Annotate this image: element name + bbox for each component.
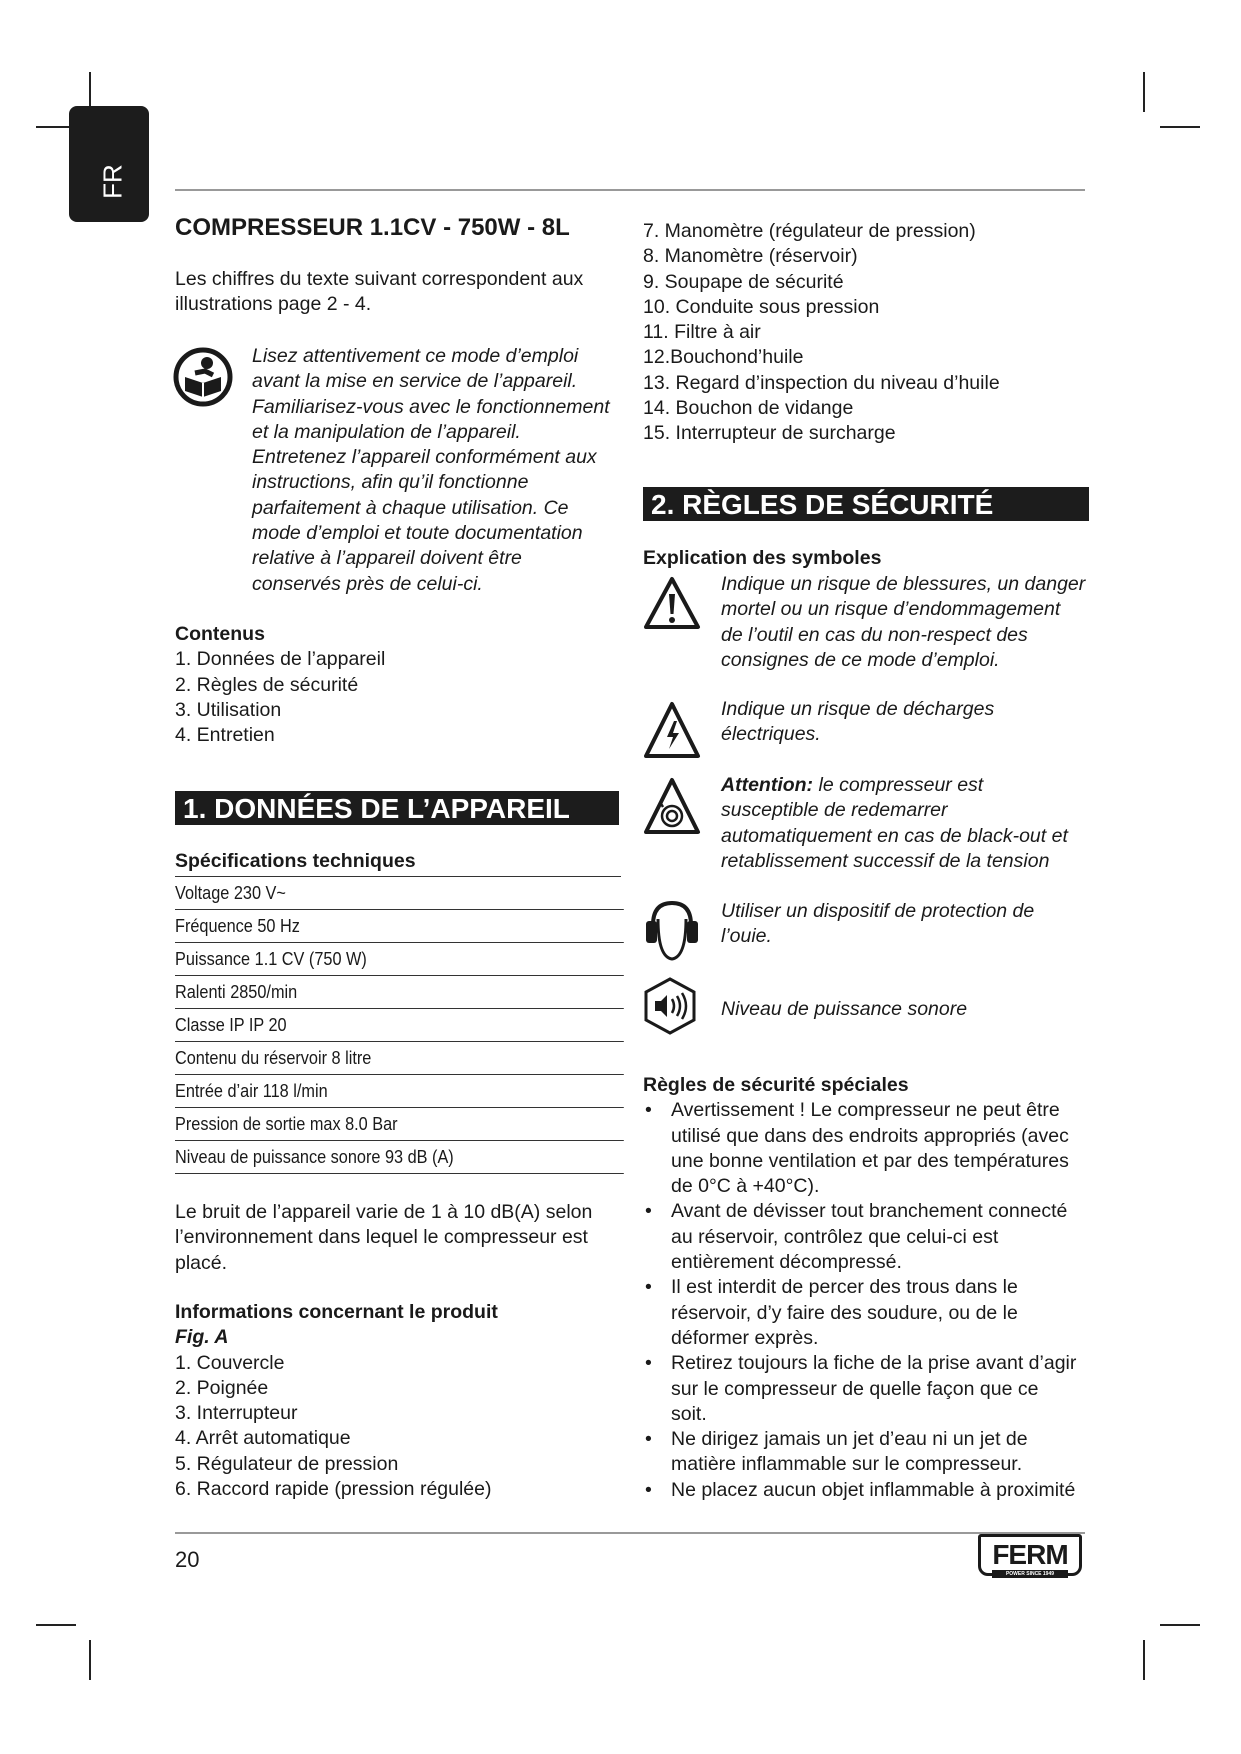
list-item bbox=[643, 1427, 1103, 1478]
symbol-text bbox=[721, 997, 1121, 1022]
rule-line: soit. bbox=[671, 1402, 707, 1425]
note-line: instructions, afin qu’il fonctionne bbox=[252, 471, 529, 494]
list-item bbox=[643, 1275, 1103, 1351]
rule-line: au réservoir, contrôlez que celui-ci est bbox=[671, 1225, 999, 1248]
rule-line: sur le compresseur de quelle façon que ce bbox=[671, 1377, 1039, 1400]
symbol-line: automatiquement en cas de black-out et bbox=[721, 824, 1068, 847]
manual-note bbox=[252, 344, 632, 597]
rule-line: utilisé que dans des endroits appropriés (avec bbox=[671, 1124, 1069, 1147]
product-item: 8. Manomètre (réservoir) bbox=[643, 245, 858, 268]
product-item: 5. Régulateur de pression bbox=[175, 1452, 399, 1475]
symbol-line: susceptible de redemarrer bbox=[721, 799, 948, 822]
product-item: 2. Poignée bbox=[175, 1376, 269, 1399]
special-rules bbox=[643, 1073, 1103, 1503]
attention-label: Attention: bbox=[721, 774, 814, 796]
symbol-line: de l’outil en cas du non-respect des bbox=[721, 623, 1028, 646]
ferm-logo-text: FERM bbox=[992, 1539, 1068, 1570]
spec-row: Pression de sortie max 8.0 Bar bbox=[175, 1108, 624, 1141]
crop-mark bbox=[36, 1624, 76, 1626]
product-item: 4. Arrêt automatique bbox=[175, 1427, 351, 1450]
figure-label: Fig. A bbox=[175, 1326, 229, 1349]
spec-row: Fréquence 50 Hz bbox=[175, 910, 624, 943]
product-heading: Informations concernant le produit bbox=[175, 1301, 498, 1323]
crop-mark bbox=[1160, 1624, 1200, 1626]
product-item: 12.Bouchond’huile bbox=[643, 346, 804, 369]
product-list-continued bbox=[643, 219, 1093, 447]
note-line: Lisez attentivement ce mode d’emploi bbox=[252, 345, 579, 367]
top-rule bbox=[175, 189, 1085, 191]
language-label: FR bbox=[97, 164, 128, 199]
rule-line: • Il est interdit de percer des trous dans le bbox=[671, 1276, 1018, 1299]
symbol-line: Niveau de puissance sonore bbox=[721, 998, 968, 1020]
rule-line: déformer exprès. bbox=[671, 1326, 819, 1349]
product-item: 10. Conduite sous pression bbox=[643, 295, 880, 318]
spec-heading: Spécifications techniques bbox=[175, 848, 621, 877]
rule-line: • Retirez toujours la fiche de la prise avant d’agir bbox=[671, 1352, 1077, 1375]
rule-line: • Ne dirigez jamais un jet d’eau ni un jet de bbox=[671, 1428, 1028, 1451]
crop-mark bbox=[89, 1640, 91, 1680]
left-column bbox=[175, 210, 625, 318]
list-item bbox=[643, 1098, 1103, 1199]
list-item bbox=[643, 1478, 1103, 1503]
contents-item: 2. Règles de sécurité bbox=[175, 673, 359, 696]
rule-line: matière inflammable sur le compresseur. bbox=[671, 1453, 1023, 1476]
rule-line: réservoir, d’y faire des soudure, ou de le bbox=[671, 1301, 1018, 1324]
ear-protection-icon bbox=[643, 899, 701, 963]
symbol-line bbox=[721, 773, 1121, 798]
product-item: 15. Interrupteur de surcharge bbox=[643, 422, 896, 445]
product-item: 6. Raccord rapide (pression régulée) bbox=[175, 1478, 492, 1501]
sound-power-icon bbox=[643, 977, 697, 1035]
product-item: 9. Soupape de sécurité bbox=[643, 270, 844, 293]
product-item: 13. Regard d’inspection du niveau d’huile bbox=[643, 371, 1000, 394]
noise-line: Le bruit de l’appareil varie de 1 à 10 dB(A) selon bbox=[175, 1201, 593, 1223]
note-line: Familiarisez-vous avec le fonctionnement bbox=[252, 395, 610, 418]
bottom-rule bbox=[175, 1532, 1085, 1534]
rule-line: • Avant de dévisser tout branchement connecté bbox=[671, 1200, 1068, 1223]
note-line: Entretenez l’appareil conformément aux bbox=[252, 446, 597, 469]
note-line: avant la mise en service de l’appareil. bbox=[252, 370, 578, 393]
product-info bbox=[175, 1300, 625, 1502]
spec-row: Voltage 230 V~ bbox=[175, 877, 624, 910]
crop-mark bbox=[1143, 1640, 1145, 1680]
contents-heading: Contenus bbox=[175, 623, 265, 645]
page-title: COMPRESSEUR 1.1CV - 750W - 8L bbox=[175, 214, 570, 241]
note-line: et la manipulation de l’appareil. bbox=[252, 420, 521, 443]
rule-line: entièrement décompressé. bbox=[671, 1251, 902, 1274]
read-manual-icon bbox=[173, 347, 233, 407]
symbols-heading: Explication des symboles bbox=[643, 547, 882, 569]
crop-mark bbox=[1143, 72, 1145, 112]
note-line: parfaitement à chaque utilisation. Ce bbox=[252, 496, 569, 519]
product-item: 7. Manomètre (régulateur de pression) bbox=[643, 220, 976, 242]
spec-row: Classe IP IP 20 bbox=[175, 1009, 624, 1042]
symbol-line: retablissement successif de la tension bbox=[721, 849, 1050, 872]
symbol-line: consignes de ce mode d’emploi. bbox=[721, 648, 1000, 671]
note-line: conservés près de celui-ci. bbox=[252, 572, 483, 595]
section2-bar: 2. RÈGLES DE SÉCURITÉ bbox=[643, 487, 1089, 521]
spec-row: Puissance 1.1 CV (750 W) bbox=[175, 943, 624, 976]
noise-line: placé. bbox=[175, 1251, 228, 1274]
symbol-line: électriques. bbox=[721, 723, 821, 746]
warning-triangle-icon bbox=[643, 576, 701, 630]
intro-text bbox=[175, 267, 625, 318]
contents bbox=[175, 622, 615, 748]
spec-row: Niveau de puissance sonore 93 dB (A) bbox=[175, 1141, 624, 1174]
ferm-logo bbox=[978, 1534, 1082, 1580]
spec-row: Contenu du réservoir 8 litre bbox=[175, 1042, 624, 1075]
noise-line: l’environnement dans lequel le compresseur est bbox=[175, 1226, 588, 1249]
section1-bar: 1. DONNÉES DE L’APPAREIL bbox=[175, 791, 619, 825]
intro-line: Les chiffres du texte suivant correspondent aux bbox=[175, 268, 584, 290]
product-item: 11. Filtre à air bbox=[643, 321, 761, 344]
product-item: 14. Bouchon de vidange bbox=[643, 397, 854, 420]
product-item: 1. Couvercle bbox=[175, 1351, 285, 1374]
ferm-tagline: POWER SINCE 1949 bbox=[992, 1570, 1068, 1578]
language-tab bbox=[69, 106, 149, 222]
intro-line: illustrations page 2 - 4. bbox=[175, 293, 372, 316]
symbol-line-rest: le compresseur est bbox=[813, 774, 984, 796]
rule-line: • Ne placez aucun objet inflammable à proximité bbox=[671, 1478, 1076, 1501]
symbol-line: mortel ou un risque d’endommagement bbox=[721, 598, 1061, 621]
spec-row: Entrée d’air 118 l/min bbox=[175, 1075, 624, 1108]
symbol-text bbox=[721, 773, 1121, 874]
symbol-line: Indique un risque de blessures, un danger bbox=[721, 573, 1086, 595]
spec-table bbox=[175, 848, 621, 1174]
electric-shock-icon bbox=[643, 701, 701, 759]
contents-item: 4. Entretien bbox=[175, 724, 275, 747]
crop-mark bbox=[1160, 126, 1200, 128]
symbol-text bbox=[721, 572, 1121, 673]
spec-row: Ralenti 2850/min bbox=[175, 976, 624, 1009]
symbol-line: Indique un risque de décharges bbox=[721, 698, 995, 720]
noise-text bbox=[175, 1200, 625, 1276]
symbol-line: Utiliser un dispositif de protection de bbox=[721, 900, 1035, 922]
contents-item: 3. Utilisation bbox=[175, 698, 282, 721]
rule-line: • Avertissement ! Le compresseur ne peut être bbox=[671, 1099, 1060, 1122]
symbol-line: l’ouie. bbox=[721, 925, 772, 948]
note-line: mode d’emploi et toute documentation bbox=[252, 522, 583, 545]
auto-restart-icon bbox=[643, 777, 701, 835]
symbol-text bbox=[721, 899, 1121, 950]
page-number: 20 bbox=[175, 1547, 200, 1572]
list-item bbox=[643, 1351, 1103, 1427]
rule-line: de 0°C à +40°C). bbox=[671, 1175, 820, 1198]
contents-item: 1. Données de l’appareil bbox=[175, 648, 386, 671]
note-line: relative à l’appareil doivent être bbox=[252, 547, 522, 570]
product-item: 3. Interrupteur bbox=[175, 1402, 298, 1425]
special-heading: Règles de sécurité spéciales bbox=[643, 1074, 909, 1096]
list-item bbox=[643, 1199, 1103, 1275]
rule-line: une bonne ventilation et par des températures bbox=[671, 1149, 1069, 1172]
rules-list bbox=[643, 1098, 1103, 1503]
symbol-text bbox=[721, 697, 1121, 748]
